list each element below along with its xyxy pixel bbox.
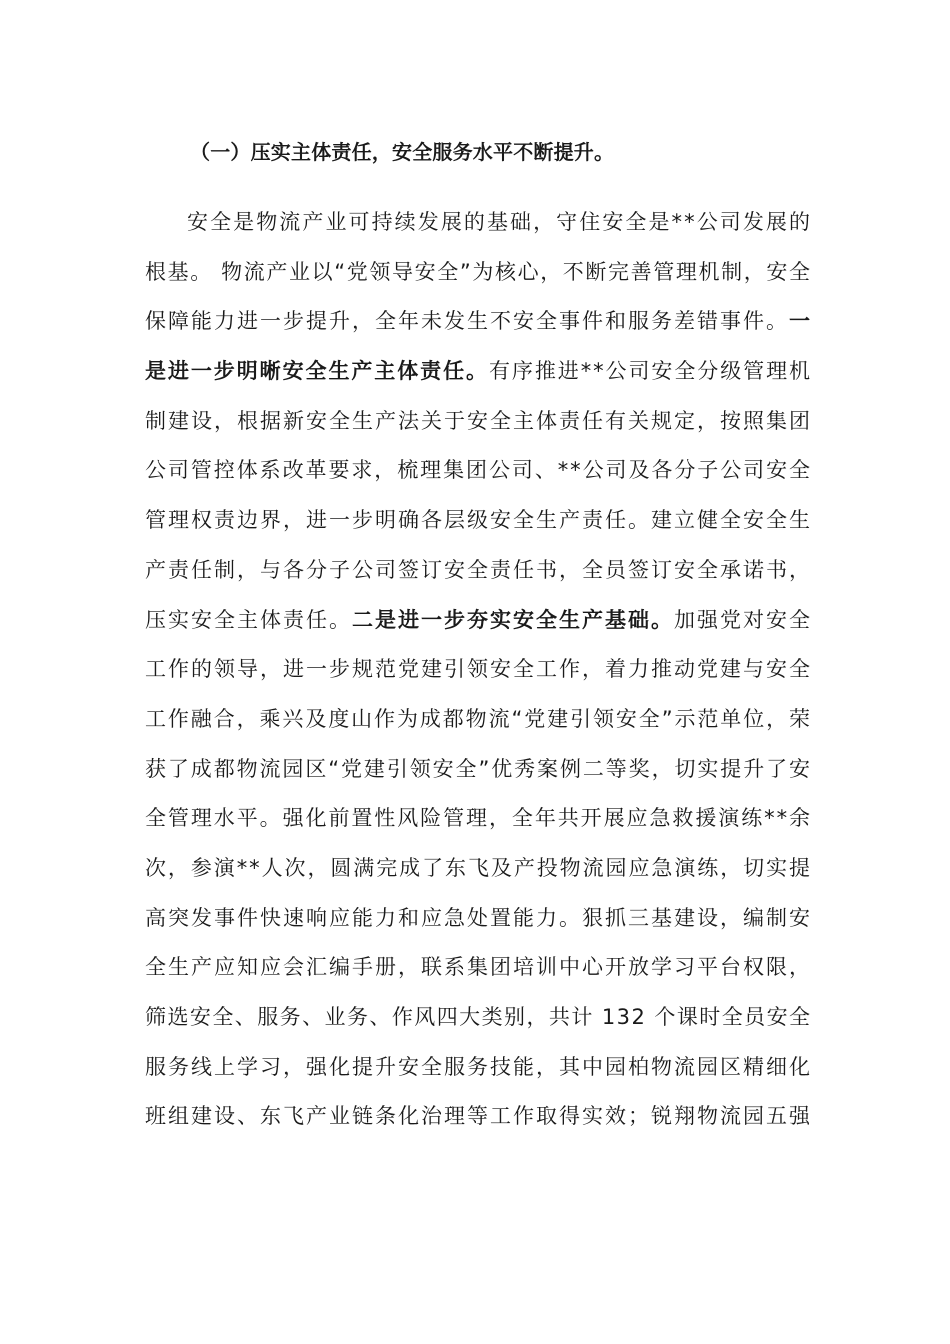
text-line [145,304,810,354]
text-line [145,354,810,404]
text-segment: 有序推进**公司安全分级管理机 [488,359,812,384]
text-segment: 全管理水平。强化前置性风险管理，全年共开展应急救援演练**余 [145,806,812,831]
text-segment: 次，参演**人次，圆满完成了东飞及产投物流园应急演练，切实提 [145,855,812,880]
text-segment: 工作的领导，进一步规范党建引领安全工作，着力推动党建与安全 [145,657,812,682]
text-line [145,801,810,851]
body-paragraph [145,205,813,1149]
text-segment: 筛选安全、服务、业务、作风四大类别，共计 132 个课时全员安全 [145,1005,812,1029]
text-line [145,901,810,951]
section-heading: （一）压实主体责任，安全服务水平不断提升。 [190,140,615,164]
text-segment: 保障能力进一步提升，全年未发生不安全事件和服务差错事件。 [145,309,789,334]
text-line [145,1099,810,1149]
text-segment: 制建设，根据新安全生产法关于安全主体责任有关规定，按照集团 [145,408,812,433]
text-segment: 全生产应知应会汇编手册，联系集团培训中心开放学习平台权限， [145,955,812,980]
text-line [145,950,810,1000]
text-segment: 安全是物流产业可持续发展的基础，守住安全是**公司发展的 [187,210,813,234]
text-segment: 加强党对安全 [674,607,812,632]
text-line [145,603,810,653]
text-line [145,1050,810,1100]
text-segment: 服务线上学习，强化提升安全服务技能，其中园柏物流园区精细化 [145,1054,812,1079]
text-line [145,205,813,255]
text-segment: 公司管控体系改革要求，梳理集团公司、**公司及各分子公司安全 [145,458,812,483]
text-line [145,553,810,603]
text-segment: 高突发事件快速响应能力和应急处置能力。狠抓三基建设，编制安 [145,905,812,930]
bold-text-segment: 一 [789,309,812,334]
text-segment: 产责任制，与各分子公司签订安全责任书，全员签订安全承诺书， [145,557,812,582]
text-line [145,255,810,305]
text-line [145,851,810,901]
text-segment: 压实安全主体责任。 [145,607,352,632]
text-line [145,1000,810,1050]
text-line [145,453,810,503]
text-segment: 根基。 物流产业以“党领导安全”为核心，不断完善管理机制，安全 [145,259,812,284]
bold-text-segment: 是进一步明晰安全生产主体责任。 [145,359,489,384]
text-segment: 工作融合，乘兴及度山作为成都物流“党建引领安全”示范单位，荣 [145,706,812,731]
text-line [145,702,810,752]
bold-text-segment: 二是进一步夯实安全生产基础。 [352,607,674,632]
text-line [145,752,810,802]
text-segment: 获了成都物流园区“党建引领安全”优秀案例二等奖，切实提升了安 [145,756,812,781]
text-line [145,652,810,702]
text-line [145,503,810,553]
text-segment: 班组建设、东飞产业链条化治理等工作取得实效；锐翔物流园五强 [145,1104,812,1129]
text-segment: 管理权责边界，进一步明确各层级安全生产责任。建立健全安全生 [145,508,812,533]
text-line [145,404,810,454]
